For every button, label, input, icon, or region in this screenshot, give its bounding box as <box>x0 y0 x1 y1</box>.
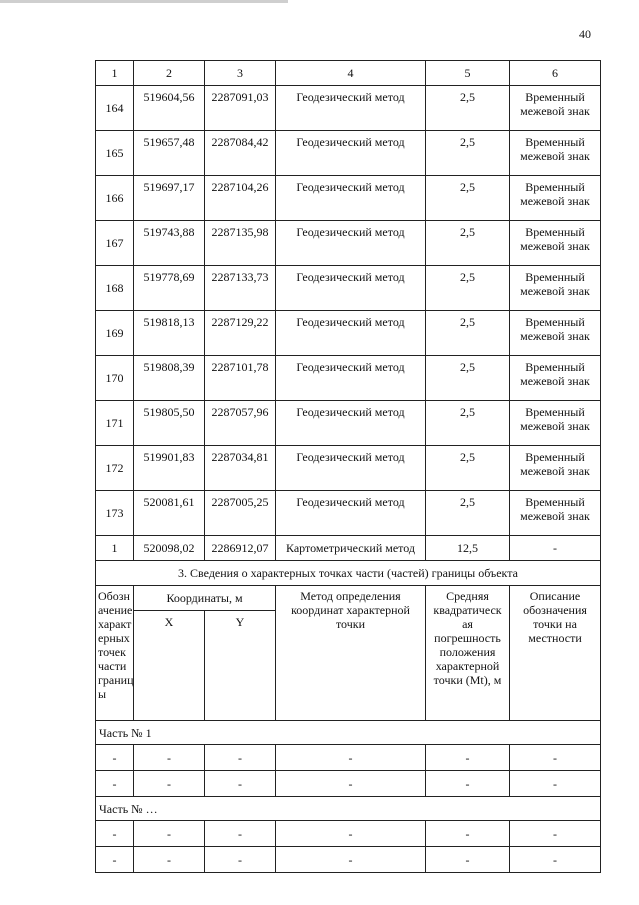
column-number: 6 <box>510 61 601 86</box>
description-header: Описание обозначения точки на местности <box>510 586 601 721</box>
dash-cell: - <box>426 745 510 771</box>
page-number: 40 <box>579 27 591 41</box>
method-cell: Геодезический метод <box>276 356 426 401</box>
dash-cell: - <box>510 847 601 873</box>
description-cell: Временный межевой знак <box>510 266 601 311</box>
point-number-cell: 166 <box>96 176 134 221</box>
method-cell: Геодезический метод <box>276 491 426 536</box>
method-cell: Геодезический метод <box>276 131 426 176</box>
accuracy-cell: 2,5 <box>426 491 510 536</box>
dash-cell: - <box>134 771 205 797</box>
column-number: 5 <box>426 61 510 86</box>
point-number-cell: 167 <box>96 221 134 266</box>
dash-cell: - <box>96 745 134 771</box>
table-row <box>96 536 601 561</box>
dash-cell: - <box>510 821 601 847</box>
table-row <box>96 311 601 356</box>
column-number: 2 <box>134 61 205 86</box>
y-coordinate-cell: 2287104,26 <box>205 176 276 221</box>
accuracy-cell: 2,5 <box>426 266 510 311</box>
empty-point-row <box>96 745 601 771</box>
x-coordinate-cell: 519778,69 <box>134 266 205 311</box>
dash-cell: - <box>205 745 276 771</box>
column-number: 4 <box>276 61 426 86</box>
x-coordinate-cell: 519818,13 <box>134 311 205 356</box>
empty-point-row <box>96 821 601 847</box>
y-coordinate-cell: 2287135,98 <box>205 221 276 266</box>
y-coordinate-cell: 2286912,07 <box>205 536 276 561</box>
point-number-cell: 173 <box>96 491 134 536</box>
dash-cell: - <box>96 821 134 847</box>
method-cell: Геодезический метод <box>276 221 426 266</box>
y-coordinate-cell: 2287101,78 <box>205 356 276 401</box>
table-row <box>96 176 601 221</box>
top-edge-line <box>0 0 288 3</box>
accuracy-cell: 2,5 <box>426 446 510 491</box>
column-number: 3 <box>205 61 276 86</box>
dash-cell: - <box>426 771 510 797</box>
method-cell: Геодезический метод <box>276 86 426 131</box>
dash-cell: - <box>96 771 134 797</box>
x-coordinate-cell: 519657,48 <box>134 131 205 176</box>
table-row <box>96 266 601 311</box>
point-number-cell: 168 <box>96 266 134 311</box>
table-body <box>96 61 601 873</box>
description-cell: Временный межевой знак <box>510 86 601 131</box>
accuracy-cell: 2,5 <box>426 176 510 221</box>
designation-header: Обозн ачение характ ерных точек части границ ы <box>96 586 134 721</box>
dash-cell: - <box>205 771 276 797</box>
x-coordinate-cell: 519901,83 <box>134 446 205 491</box>
method-cell: Геодезический метод <box>276 401 426 446</box>
point-number-cell: 165 <box>96 131 134 176</box>
point-number-cell: 169 <box>96 311 134 356</box>
method-cell: Геодезический метод <box>276 311 426 356</box>
accuracy-cell: 2,5 <box>426 311 510 356</box>
dash-cell: - <box>205 821 276 847</box>
column-number: 1 <box>96 61 134 86</box>
point-number-cell: 172 <box>96 446 134 491</box>
y-coordinate-cell: 2287005,25 <box>205 491 276 536</box>
dash-cell: - <box>134 821 205 847</box>
table-row <box>96 356 601 401</box>
empty-point-row <box>96 771 601 797</box>
section-3-header-row <box>96 586 601 611</box>
description-cell: Временный межевой знак <box>510 176 601 221</box>
section-3-title: 3. Сведения о характерных точках части (частей) границы объекта <box>96 561 601 586</box>
part-n-label: Часть № … <box>96 797 601 821</box>
empty-point-row <box>96 847 601 873</box>
x-header: X <box>134 611 205 721</box>
dash-cell: - <box>276 821 426 847</box>
x-coordinate-cell: 520098,02 <box>134 536 205 561</box>
description-cell: Временный межевой знак <box>510 221 601 266</box>
description-cell: Временный межевой знак <box>510 401 601 446</box>
accuracy-cell: 12,5 <box>426 536 510 561</box>
method-cell: Геодезический метод <box>276 446 426 491</box>
description-cell: Временный межевой знак <box>510 131 601 176</box>
point-number-cell: 170 <box>96 356 134 401</box>
description-cell: Временный межевой знак <box>510 311 601 356</box>
x-coordinate-cell: 519808,39 <box>134 356 205 401</box>
description-cell: Временный межевой знак <box>510 356 601 401</box>
point-number-cell: 164 <box>96 86 134 131</box>
method-cell: Геодезический метод <box>276 266 426 311</box>
y-header: Y <box>205 611 276 721</box>
description-cell: - <box>510 536 601 561</box>
table-row <box>96 491 601 536</box>
y-coordinate-cell: 2287129,22 <box>205 311 276 356</box>
point-number-cell: 171 <box>96 401 134 446</box>
method-cell: Картометрический метод <box>276 536 426 561</box>
x-coordinate-cell: 519697,17 <box>134 176 205 221</box>
x-coordinate-cell: 519805,50 <box>134 401 205 446</box>
table-row <box>96 131 601 176</box>
method-cell: Геодезический метод <box>276 176 426 221</box>
accuracy-cell: 2,5 <box>426 131 510 176</box>
accuracy-header: Средняя квадратическ ая погрешность положения характерной точки (Mt), м <box>426 586 510 721</box>
section-3-title-row <box>96 561 601 586</box>
dash-cell: - <box>96 847 134 873</box>
y-coordinate-cell: 2287057,96 <box>205 401 276 446</box>
x-coordinate-cell: 519604,56 <box>134 86 205 131</box>
description-cell: Временный межевой знак <box>510 446 601 491</box>
table-row <box>96 401 601 446</box>
y-coordinate-cell: 2287034,81 <box>205 446 276 491</box>
dash-cell: - <box>276 745 426 771</box>
accuracy-cell: 2,5 <box>426 86 510 131</box>
y-coordinate-cell: 2287084,42 <box>205 131 276 176</box>
x-coordinate-cell: 519743,88 <box>134 221 205 266</box>
dash-cell: - <box>134 745 205 771</box>
accuracy-cell: 2,5 <box>426 221 510 266</box>
y-coordinate-cell: 2287133,73 <box>205 266 276 311</box>
x-coordinate-cell: 520081,61 <box>134 491 205 536</box>
accuracy-cell: 2,5 <box>426 401 510 446</box>
column-number-row <box>96 61 601 86</box>
part-n-row <box>96 797 601 821</box>
dash-cell: - <box>276 847 426 873</box>
dash-cell: - <box>205 847 276 873</box>
method-header: Метод определения координат характерной точки <box>276 586 426 721</box>
dash-cell: - <box>510 745 601 771</box>
accuracy-cell: 2,5 <box>426 356 510 401</box>
dash-cell: - <box>510 771 601 797</box>
coordinates-header: Координаты, м <box>134 586 276 611</box>
part-1-row <box>96 721 601 745</box>
table-row <box>96 86 601 131</box>
dash-cell: - <box>426 821 510 847</box>
table-row <box>96 446 601 491</box>
point-number-cell: 1 <box>96 536 134 561</box>
part-1-label: Часть № 1 <box>96 721 601 745</box>
dash-cell: - <box>276 771 426 797</box>
description-cell: Временный межевой знак <box>510 491 601 536</box>
y-coordinate-cell: 2287091,03 <box>205 86 276 131</box>
dash-cell: - <box>426 847 510 873</box>
table-row <box>96 221 601 266</box>
coordinates-table <box>95 60 601 873</box>
dash-cell: - <box>134 847 205 873</box>
